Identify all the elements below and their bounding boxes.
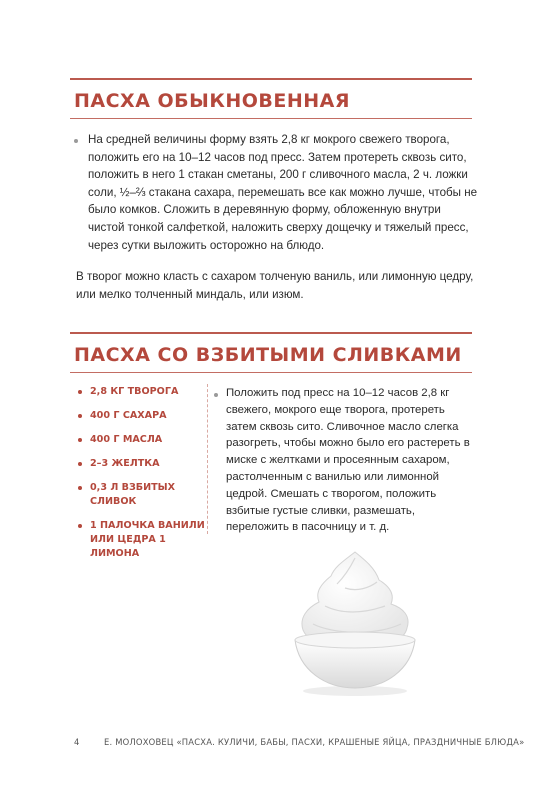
ingredient-item: 400 Г МАСЛА bbox=[78, 433, 208, 447]
footer-caption: Е. МОЛОХОВЕЦ «ПАСХА. КУЛИЧИ, БАБЫ, ПАСХИ, КРАШЕНЫЕ ЯЙЦА, ПРАЗДНИЧНЫЕ БЛЮДА» bbox=[104, 737, 525, 747]
ingredient-item: 400 Г САХАРА bbox=[78, 409, 208, 423]
section-title-pasha-obyknovennaya: ПАСХА ОБЫКНОВЕННАЯ bbox=[74, 90, 351, 112]
column-divider bbox=[207, 384, 208, 534]
method-text: Положить под пресс на 10–12 часов 2,8 кг свежего, мокрого еще творога, протереть затем сквозь сито. Сливочное масло слегка разогреть, чтобы можно было его растереть в миске с желтками и просеянным сахаром, растолченным с ванилью или лимонной цедрой. Смешать с творогом, положить взбитые густые сливки, размешать, переложить в пасочницу и т. д. bbox=[226, 385, 476, 536]
section-top-rule bbox=[70, 78, 472, 80]
ingredient-item: 0,3 Л ВЗБИТЫХ СЛИВОК bbox=[78, 481, 208, 509]
ingredient-item: 2,8 КГ ТВОРОГА bbox=[78, 385, 208, 399]
ingredient-item: 2–3 ЖЕЛТКА bbox=[78, 457, 208, 471]
section-bottom-rule bbox=[70, 372, 472, 373]
recipe-text: На средней величины форму взять 2,8 кг мокрого свежего творога, положить его на 10–12 часов под пресс. Затем протереть сквозь сито, положить в него 1 стакан сметаны, 200 г сливочного масла, 2 ч. ложки соли, ½–⅔ стакана сахара, перемешать все как можно лучше, чтобы не было комков. Сложить в деревянную форму, обложенную внутри чистой тонкой салфеткой, наложить сверху дощечку и тяжелый пресс, через сутки выложить осторожно на блюдо. bbox=[88, 131, 478, 254]
section-bottom-rule bbox=[70, 118, 472, 119]
ingredient-item: 1 ПАЛОЧКА ВАНИЛИ ИЛИ ЦЕДРА 1 ЛИМОНА bbox=[78, 519, 208, 561]
page-number: 4 bbox=[74, 737, 80, 747]
section-title-pasha-so-slivkami: ПАСХА СО ВЗБИТЫМИ СЛИВКАМИ bbox=[74, 344, 462, 366]
ingredient-list bbox=[78, 385, 208, 571]
section-top-rule bbox=[70, 332, 472, 334]
whipped-cream-bowl-illustration bbox=[285, 548, 425, 698]
recipe-note: В творог можно класть с сахаром толченую ваниль, или лимонную цедру, или мелко толченный миндаль, или изюм. bbox=[76, 270, 474, 301]
